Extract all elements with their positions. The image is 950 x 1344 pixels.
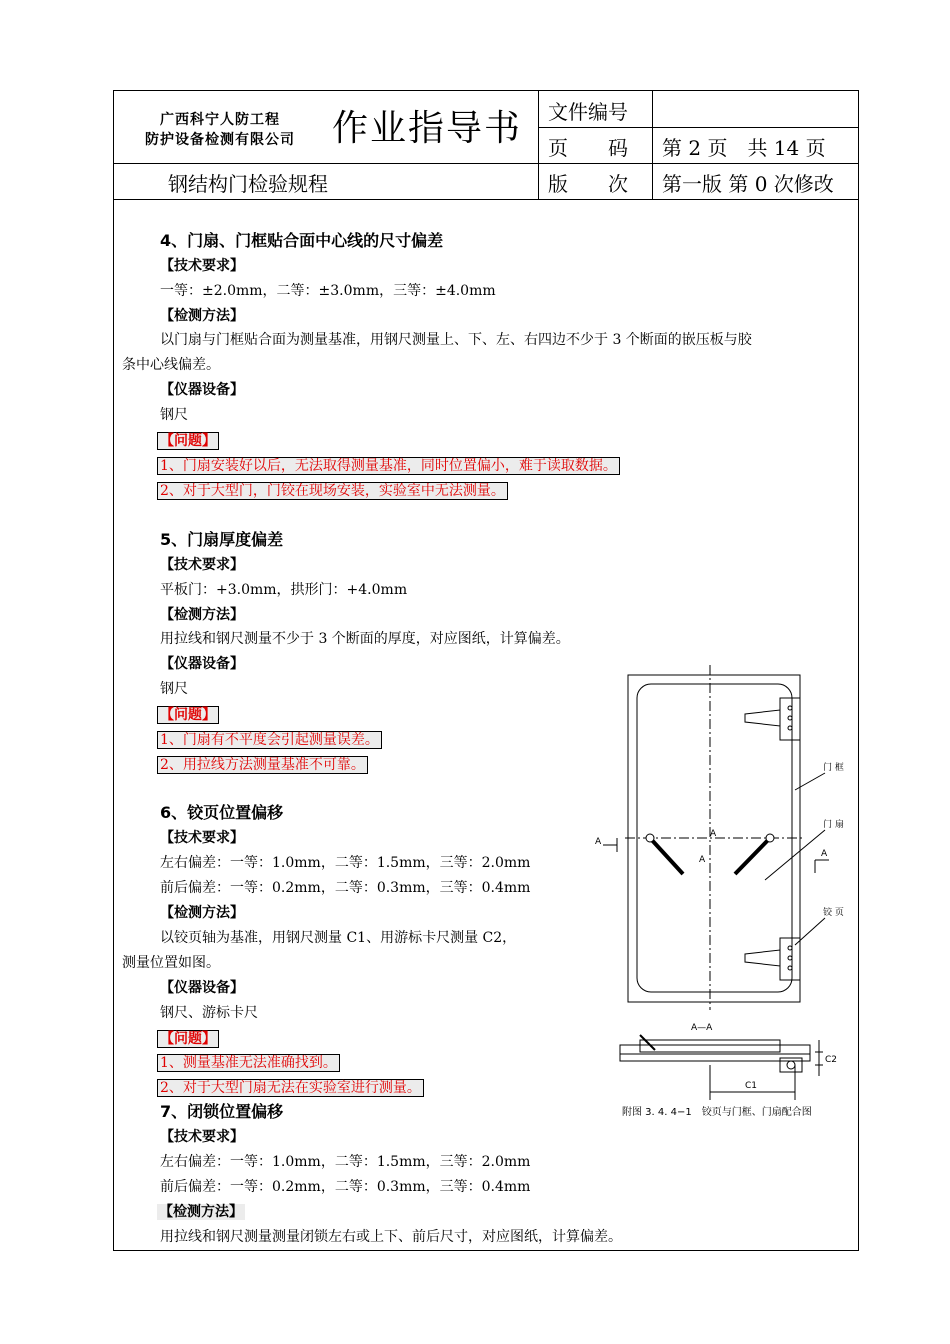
label-a-top: A [710,829,717,839]
section-5-issue-label: 【问题】 [157,706,219,724]
section-6-method-line1: 以铰页轴为基准，用钢尺测量 C1、用游标卡尺测量 C2， [160,930,517,946]
section-6-method-label: 【检测方法】 [160,905,244,921]
label-c1: C1 [745,1081,758,1091]
file-no-label: 文件编号 [548,100,628,124]
section-4-issue-2: 2、对于大型门，门铰在现场安装，实验室中无法测量。 [157,482,508,500]
section-7-tech-label: 【技术要求】 [160,1129,244,1145]
doc-subtitle: 钢结构门检验规程 [168,172,328,196]
label-door-leaf: 门 扇 [823,820,844,830]
section-7-title: 7、闭锁位置偏移 [160,1102,284,1121]
section-4-method-line1: 以门扇与门框贴合面为测量基准，用钢尺测量上、下、左、右四边不少于 3 个断面的嵌压板与胶 [160,332,752,348]
header-divider [538,127,859,128]
section-5-equip: 钢尺 [160,681,188,697]
section-6-method-line2: 测量位置如图。 [122,955,220,971]
section-5-tech-label: 【技术要求】 [160,557,244,573]
header-divider [113,163,859,164]
label-hinge: 铰 页 [823,908,844,918]
label-a-left: A [595,837,602,847]
section-4-equip: 钢尺 [160,407,188,423]
section-6-issue-2: 2、对于大型门扇无法在实验室进行测量。 [157,1079,424,1097]
label-a-mid: A [699,855,706,865]
section-4-issue-label: 【问题】 [157,432,219,450]
section-7-tech-2: 前后偏差：一等：0.2mm，二等：0.3mm，三等：0.4mm [160,1179,531,1195]
section-7-method: 用拉线和钢尺测量测量闭锁左右或上下、前后尺寸，对应图纸，计算偏差。 [160,1229,622,1245]
section-7-tech-1: 左右偏差：一等：1.0mm，二等：1.5mm，三等：2.0mm [160,1154,531,1170]
section-5-tech: 平板门：+3.0mm，拱形门：+4.0mm [160,582,408,598]
section-5-issue-2: 2、用拉线方法测量基准不可靠。 [157,756,368,774]
section-6-tech-label: 【技术要求】 [160,830,244,846]
section-4-method-line2: 条中心线偏差。 [122,357,220,373]
section-6-issue-label: 【问题】 [157,1030,219,1048]
section-6-equip-label: 【仪器设备】 [160,980,244,996]
header-divider [652,90,653,200]
top-hinge [780,698,800,740]
section-7-method-label: 【检测方法】 [159,1204,243,1220]
section-4-equip-label: 【仪器设备】 [160,382,244,398]
section-6-title: 6、铰页位置偏移 [160,803,284,822]
hinge-fit-diagram [595,660,865,1130]
label-a-a: A—A [691,1023,713,1033]
company-line-2: 防护设备检测有限公司 [145,132,295,148]
section-6-equip: 钢尺、游标卡尺 [160,1005,258,1021]
page-value: 第 2 页 共 14 页 [662,136,826,160]
company-name [120,110,320,150]
header-divider [538,90,539,200]
figure-caption: 附图 3. 4. 4−1 铰页与门框、门扇配合图 [622,1107,812,1118]
section-6-tech-1: 左右偏差：一等：1.0mm，二等：1.5mm，三等：2.0mm [160,855,531,871]
version-label: 版 次 [548,172,628,196]
company-line-1: 广西科宁人防工程 [160,112,280,128]
version-value: 第一版 第 0 次修改 [662,172,834,196]
section-5-title: 5、门扇厚度偏差 [160,530,284,549]
bottom-hinge [780,938,800,980]
section-4-method-label: 【检测方法】 [160,308,244,324]
label-door-frame: 门 框 [823,763,844,773]
section-4-tech-label: 【技术要求】 [160,258,244,274]
section-5-equip-label: 【仪器设备】 [160,656,244,672]
header-divider [113,199,859,200]
section-4-issue-1: 1、门扇安装好以后，无法取得测量基准，同时位置偏小，难于读取数据。 [157,457,620,475]
section-5-method: 用拉线和钢尺测量不少于 3 个断面的厚度，对应图纸，计算偏差。 [160,631,570,647]
section-4-tech: 一等：±2.0mm，二等：±3.0mm，三等：±4.0mm [160,283,496,299]
label-a-right: A [821,849,828,859]
section-6-issue-1: 1、测量基准无法准确找到。 [157,1054,340,1072]
section-5-method-label: 【检测方法】 [160,607,244,623]
section-4-title: 4、门扇、门框贴合面中心线的尺寸偏差 [160,231,444,250]
section-a-a [620,1045,810,1061]
label-c2: C2 [825,1055,838,1065]
section-6-tech-2: 前后偏差：一等：0.2mm，二等：0.3mm，三等：0.4mm [160,880,531,896]
doc-title: 作业指导书 [332,108,523,149]
section-5-issue-1: 1、门扇有不平度会引起测量误差。 [157,731,382,749]
page-label: 页 码 [548,136,628,160]
